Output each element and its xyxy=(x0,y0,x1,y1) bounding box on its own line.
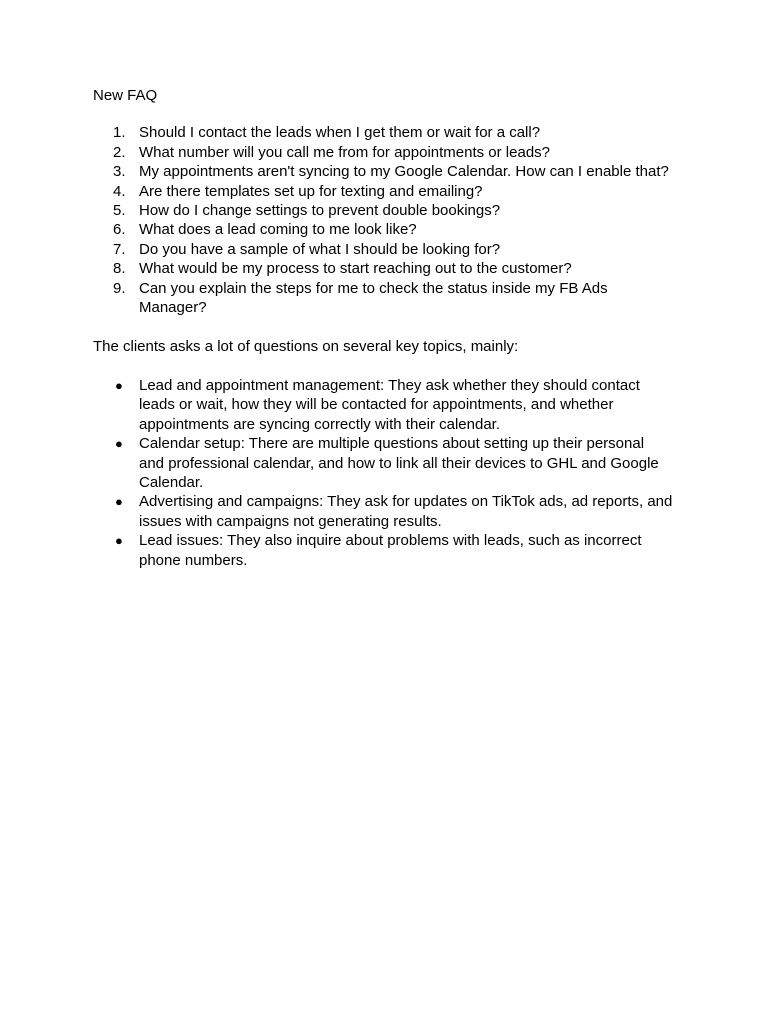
faq-text: How do I change settings to prevent double bookings? xyxy=(139,202,501,220)
faq-item xyxy=(93,240,673,259)
document-heading: New FAQ xyxy=(93,87,158,104)
faq-item xyxy=(93,279,673,318)
list-number: 7. xyxy=(113,240,126,258)
faq-item xyxy=(93,182,673,201)
list-number: 4. xyxy=(113,182,126,200)
bullet-icon: ● xyxy=(115,494,123,510)
faq-text: What would be my process to start reaching out to the customer? xyxy=(139,260,572,278)
faq-item xyxy=(93,259,673,278)
faq-text: Should I contact the leads when I get them or wait for a call? xyxy=(139,124,541,142)
topic-text: Lead and appointment management: They ask whether they should contact leads or wait, how they will be contacted for appointments, and whether appointments are syncing correctly with their calendar. xyxy=(139,376,640,433)
faq-text: Can you explain the steps for me to check the status inside my FB Ads Manager? xyxy=(139,279,608,317)
topic-item xyxy=(93,376,673,434)
list-number: 1. xyxy=(113,124,126,142)
faq-text: Are there templates set up for texting and emailing? xyxy=(139,182,483,200)
topic-item xyxy=(93,492,673,531)
topics-intro: The clients asks a lot of questions on several key topics, mainly: xyxy=(93,338,519,356)
list-number: 5. xyxy=(113,202,126,220)
topic-text: Calendar setup: There are multiple questions about setting up their personal and professional calendar, and how to link all their devices to GHL and Google Calendar. xyxy=(139,435,659,491)
topic-text: Lead issues: They also inquire about problems with leads, such as incorrect phone numbers. xyxy=(139,532,642,569)
faq-item xyxy=(93,220,673,239)
bullet-icon: ● xyxy=(115,377,123,393)
faq-item xyxy=(93,143,673,162)
faq-text: My appointments aren't syncing to my Google Calendar. How can I enable that? xyxy=(139,163,669,181)
list-number: 6. xyxy=(113,221,126,239)
topic-list xyxy=(93,376,673,570)
topic-item xyxy=(93,531,673,570)
faq-text: What number will you call me from for appointments or leads? xyxy=(139,143,551,161)
bullet-icon: ● xyxy=(115,436,123,452)
faq-item xyxy=(93,162,673,181)
faq-list xyxy=(93,123,673,317)
list-number: 9. xyxy=(113,279,126,297)
list-number: 8. xyxy=(113,260,126,278)
bullet-icon: ● xyxy=(115,533,123,549)
list-number: 3. xyxy=(113,163,126,181)
faq-text: What does a lead coming to me look like? xyxy=(139,221,417,239)
list-number: 2. xyxy=(113,143,126,161)
faq-item xyxy=(93,123,673,142)
faq-text: Do you have a sample of what I should be looking for? xyxy=(139,240,501,258)
topic-item xyxy=(93,434,673,492)
document-body xyxy=(93,86,673,570)
faq-item xyxy=(93,201,673,220)
topic-text: Advertising and campaigns: They ask for updates on TikTok ads, ad reports, and issues with campaigns not generating results. xyxy=(139,493,673,530)
